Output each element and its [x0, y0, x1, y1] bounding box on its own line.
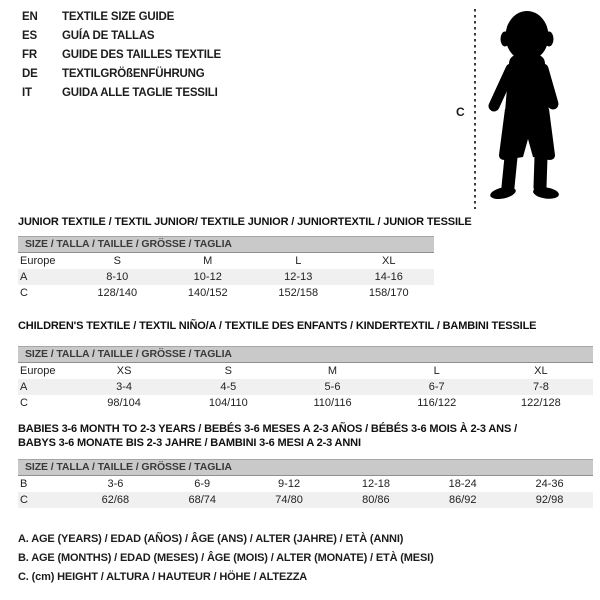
section-title	[18, 215, 595, 229]
table-cell: 140/152	[187, 287, 228, 299]
table-cell: XL	[534, 365, 548, 377]
legend-notes	[18, 530, 434, 587]
table-row	[18, 492, 593, 508]
table-cell: 116/122	[417, 397, 457, 409]
table-cell: 92/98	[535, 494, 564, 506]
table-cell: 128/140	[97, 287, 138, 299]
table-cell: 152/158	[278, 287, 319, 299]
legend-note: C. (cm) HEIGHT / ALTURA / HAUTEUR / HÖHE / ALTEZZA	[18, 571, 308, 583]
table-cell: 12-13	[284, 271, 313, 283]
language-row-fr	[22, 45, 221, 64]
table-cell: 7-8	[532, 381, 549, 393]
size-table	[18, 346, 593, 411]
row-label: Europe	[20, 255, 56, 267]
table-cell: 4-5	[220, 381, 237, 393]
table-cell: XS	[116, 365, 132, 377]
table-row	[18, 363, 593, 379]
table-cell: 110/116	[313, 397, 352, 409]
table-cell: 62/68	[101, 494, 130, 506]
table-cell: 14-16	[374, 271, 403, 283]
table-cell: 9-12	[278, 478, 301, 490]
table-cell: 86/92	[448, 494, 477, 506]
junior-textile-section	[18, 215, 595, 301]
babies-textile-section	[18, 422, 595, 508]
language-code: ES	[22, 29, 37, 42]
language-row-en	[22, 7, 221, 26]
table-cell: L	[295, 255, 302, 267]
table-cell: 80/86	[362, 494, 390, 506]
guide-title: GUIDA ALLE TAGLIE TESSILI	[62, 86, 218, 99]
row-label: C	[20, 494, 28, 506]
section-title-line: CHILDREN'S TEXTILE / TEXTIL NIÑO/A / TEXTILE DES ENFANTS / KINDERTEXTIL / BAMBINI TESSILE	[18, 320, 537, 332]
table-cell: 12-18	[361, 478, 390, 490]
table-cell: 3-6	[107, 478, 124, 490]
language-row-it	[22, 83, 221, 102]
row-label: A	[20, 381, 28, 393]
table-cell: 24-36	[535, 478, 564, 490]
row-label: Europe	[20, 365, 56, 377]
table-cell: S	[113, 255, 121, 267]
language-code: DE	[22, 67, 38, 80]
table-row	[18, 285, 434, 301]
section-title	[18, 319, 595, 333]
language-title-list	[22, 7, 221, 102]
row-label: C	[20, 397, 28, 409]
section-title	[18, 422, 595, 450]
legend-note: B. AGE (MONTHS) / EDAD (MESES) / ÂGE (MOIS) / ALTER (MONATE) / ETÀ (MESI)	[18, 552, 434, 564]
table-cell: M	[203, 255, 213, 267]
table-cell: 8-10	[106, 271, 129, 283]
section-title-line: BABIES 3-6 MONTH TO 2-3 YEARS / BEBÉS 3-6 MESES A 2-3 AÑOS / BÉBÉS 3-6 MOIS À 2-3 ANS /	[18, 423, 517, 435]
language-row-de	[22, 64, 221, 83]
table-row	[18, 269, 434, 285]
baby-silhouette-icon	[452, 6, 598, 212]
guide-title: TEXTILE SIZE GUIDE	[62, 10, 175, 23]
language-code: IT	[22, 86, 32, 99]
row-label: C	[20, 287, 28, 299]
table-cell: S	[224, 365, 232, 377]
section-title-line: JUNIOR TEXTILE / TEXTIL JUNIOR/ TEXTILE JUNIOR / JUNIORTEXTIL / JUNIOR TESSILE	[18, 216, 472, 228]
table-cell: 10-12	[193, 271, 222, 283]
table-row	[18, 476, 593, 492]
guide-title: TEXTILGRÖßENFÜHRUNG	[62, 67, 205, 80]
table-cell: 74/80	[275, 494, 303, 506]
baby-height-figure	[452, 6, 598, 212]
size-table-header: SIZE / TALLA / TAILLE / GRÖSSE / TAGLIA	[18, 236, 434, 253]
childrens-textile-section	[18, 319, 595, 411]
language-code: FR	[22, 48, 37, 61]
row-label: B	[20, 478, 28, 490]
legend-note: A. AGE (YEARS) / EDAD (AÑOS) / ÂGE (ANS) / ALTER (JAHRE) / ETÀ (ANNI)	[18, 533, 404, 545]
guide-title: GUÍA DE TALLAS	[62, 29, 155, 42]
baby-silhouette-shape	[489, 11, 559, 201]
table-row	[18, 395, 593, 411]
table-cell: 6-9	[194, 478, 211, 490]
table-cell: M	[327, 365, 338, 377]
height-measure-label: C	[456, 105, 465, 119]
table-cell: 3-4	[116, 381, 133, 393]
size-table-header: SIZE / TALLA / TAILLE / GRÖSSE / TAGLIA	[18, 346, 593, 363]
table-cell: 6-7	[428, 381, 445, 393]
language-code: EN	[22, 10, 38, 23]
guide-title: GUIDE DES TAILLES TEXTILE	[62, 48, 221, 61]
section-title-line: BABYS 3-6 MONATE BIS 2-3 JAHRE / BAMBINI 3-6 MESI A 2-3 ANNI	[18, 437, 361, 449]
table-cell: XL	[382, 255, 396, 267]
table-cell: 5-6	[324, 381, 341, 393]
table-cell: 98/104	[107, 397, 141, 409]
language-row-es	[22, 26, 221, 45]
table-cell: 68/74	[188, 494, 216, 506]
table-row	[18, 379, 593, 395]
table-cell: 104/110	[208, 397, 248, 409]
size-table	[18, 459, 593, 508]
size-table	[18, 236, 434, 301]
table-cell: L	[433, 365, 440, 377]
row-label: A	[20, 271, 28, 283]
size-table-header: SIZE / TALLA / TAILLE / GRÖSSE / TAGLIA	[18, 459, 593, 476]
table-cell: 122/128	[521, 397, 561, 409]
table-cell: 18-24	[448, 478, 477, 490]
table-row	[18, 253, 434, 269]
table-cell: 158/170	[368, 287, 409, 299]
